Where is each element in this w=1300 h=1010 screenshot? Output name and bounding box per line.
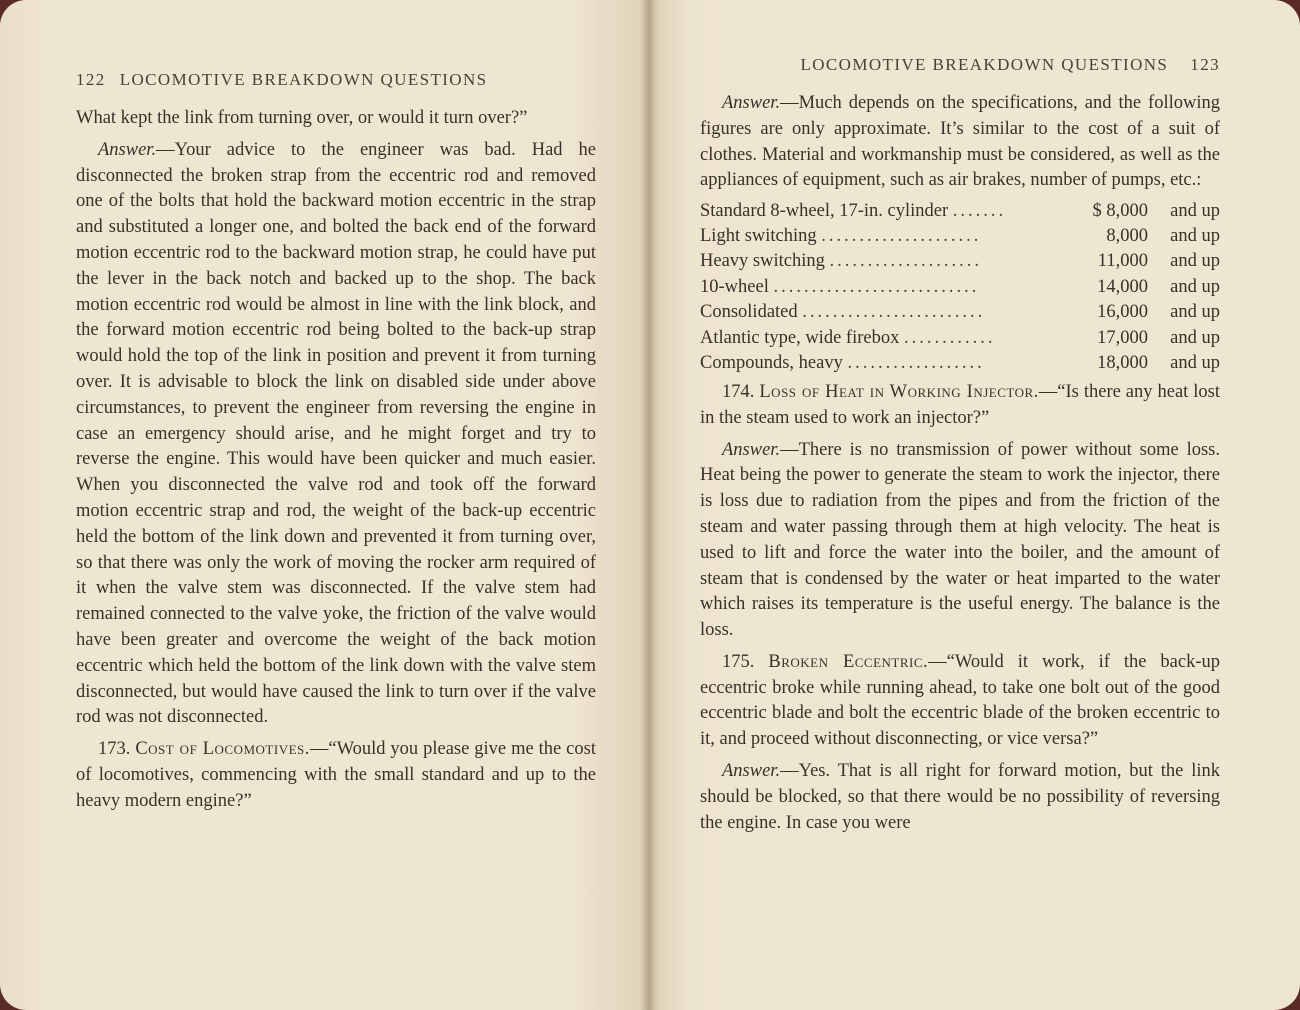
price-list-row [700,196,1220,221]
price-suffix: and up [1170,276,1220,297]
left-intro-paragraph [76,106,596,132]
price-list-row [700,323,1220,348]
price-item-label: Compounds, heavy [700,352,843,373]
price-item-label: Consolidated [700,302,798,323]
question-173-title: Cost of Locomotives. [135,739,310,760]
price-suffix: and up [1170,200,1220,221]
question-174-title: Loss of Heat in Working Injector. [759,381,1039,402]
price-list-item [700,349,1070,374]
price-suffix: and up [1170,327,1220,348]
price-value: $ 8,000 [1092,200,1148,221]
answer-174-text: —There is no transmission of power without some loss. Heat being the power to generate the steam to work the injector, there is loss due to radiation from the pipes and from the friction of the steam and water passing through them at high velocity. The heat is used to lift and force the water into the boiler, and the amount of steam that is condensed by the water or heat imparted to the water which raises its temperature is the useful energy. The balance is the loss. [700,439,1220,641]
answer-label: Answer. [722,439,781,460]
left-running-title: LOCOMOTIVE BREAKDOWN QUESTIONS [119,70,488,89]
price-value: 16,000 [1097,302,1148,323]
price-leader-dots: ..................... [821,225,982,246]
price-value: 18,000 [1097,352,1148,373]
price-leader-dots: ............ [903,327,996,348]
question-173-paragraph [76,737,596,814]
price-suffix: and up [1170,352,1220,373]
left-answer-paragraph [76,138,596,731]
price-list-item [700,298,1070,323]
price-suffix: and up [1170,251,1220,272]
price-list-item [700,247,1070,272]
price-list-item [700,196,1070,221]
question-174-paragraph [700,380,1220,432]
question-173-number: 173. [98,739,131,760]
question-174-number: 174. [722,381,755,402]
answer-text: —Your advice to the engineer was bad. Had he disconnected the broken strap from the eccentric rod and removed one of the bolts that hold the backward motion eccentric in the strap and substituted a longer one, and bolted the back end of the forward motion eccentric rod to the backward motion strap, he could have put the lever in the back notch and backed up to the shop. The back motion eccentric rod would be almost in line with the link block, and the forward motion eccentric rod being bolted to the back-up strap would hold the top of the link in position and prevent it from turning over. It is advisable to block the link on disabled side under above circumstances, to prevent the engineer from reversing the engine in case an emergency should arise, and he might forget and try to reverse the engine. This would have been quicker and much easier. When you disconnected the valve rod and took off the forward motion eccentric strap and rod, the weight of the back-up eccentric held the bottom of the link down and prevented it from turning over, so that there was only the work of moving the rocker arm required of it when the valve stem was disconnected. If the valve stem had remained connected to the valve yoke, the friction of the valve would have been greater and overcome the weight of the back motion eccentric which held the bottom of the link down with the valve stem disconnected, but would have caused the link to turn over if the valve rod was not disconnected. [76,139,596,728]
price-suffix: and up [1170,302,1220,323]
answer-label: Answer. [98,139,157,160]
question-175-paragraph [700,650,1220,753]
right-running-title: LOCOMOTIVE BREAKDOWN QUESTIONS [800,55,1169,74]
price-list-item [700,222,1070,247]
question-175-text: —“Would it work, if the back-up eccentric broke while running ahead, to take one bolt out of the good eccentric blade and bolt the eccentric blade of the broken eccentric to it, and proceed without disconnecting, or vice versa?” [700,651,1221,750]
price-list-item [700,272,1070,297]
question-175-title: Broken Eccentric. [768,651,929,672]
price-value: 11,000 [1097,251,1148,272]
price-value: 17,000 [1097,327,1148,348]
right-page [648,0,1300,1010]
left-page [0,0,648,1010]
price-item-label: 10-wheel [700,276,769,297]
answer-label: Answer. [722,93,781,113]
price-suffix: and up [1170,225,1220,246]
right-running-head [700,55,1220,75]
answer-173-text: —Much depends on the specifications, and the following figures are only approximate. It’s similar to the cost of a suit of clothes. Material and workmanship must be considered, as well as the appliances of equipment, such as air brakes, number of pumps, etc.: [700,93,1220,191]
price-leader-dots: .................. [847,352,985,373]
price-list-body [700,196,1220,374]
left-intro-text: What kept the link from turning over, or would it turn over?” [76,108,528,128]
answer-173-paragraph [700,91,1220,194]
answer-174-paragraph [700,438,1220,644]
price-leader-dots: ........................ [802,302,986,323]
price-item-label: Atlantic type, wide firebox [700,327,900,348]
question-175-number: 175. [722,651,755,672]
answer-label: Answer. [722,761,781,782]
price-list-row [700,272,1220,297]
question-174-text: —“Is there any heat lost in the steam used to work an injector?” [700,381,1221,428]
answer-175-paragraph [700,759,1220,836]
price-item-label: Standard 8-wheel, 17-in. cylinder [700,200,949,221]
question-173-text: —“Would you please give me the cost of locomotives, commencing with the small standard and up to the heavy modern engine?” [76,739,596,811]
price-item-label: Heavy switching [700,251,825,272]
price-list-row [700,298,1220,323]
price-list-item [700,323,1070,348]
left-running-head [76,70,596,90]
price-leader-dots: ....... [952,200,1007,221]
price-leader-dots: ........................... [773,276,980,297]
price-list-row [700,349,1220,374]
price-value: 14,000 [1097,276,1148,297]
left-page-number: 122 [76,70,106,89]
price-list-row [700,247,1220,272]
price-leader-dots: .................... [829,251,982,272]
price-item-label: Light switching [700,225,817,246]
answer-175-text: —Yes. That is all right for forward motion, but the link should be blocked, so that there would be no possibility of reversing the engine. In case you were [700,761,1220,833]
price-value: 8,000 [1106,225,1148,246]
locomotive-price-list [700,196,1220,374]
price-list-row [700,222,1220,247]
right-page-number: 123 [1190,55,1220,74]
